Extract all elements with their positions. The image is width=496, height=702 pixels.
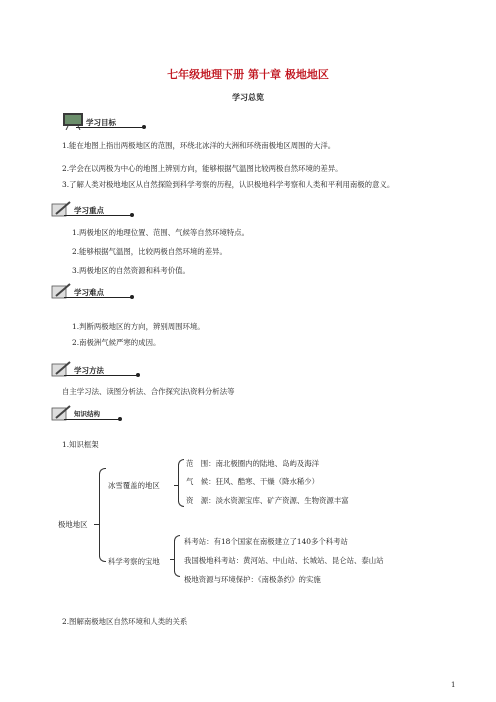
branch-ice-covered: 冰雪覆盖的地区 bbox=[108, 481, 160, 490]
goal-item: 2.学会在以两极为中心的地图上辨别方向，能够根据气温图比较两极自然环境的差异。 bbox=[62, 164, 343, 173]
branch1-item: 资 源：淡水资源宝库、矿产资源、生物资源丰富 bbox=[186, 496, 349, 505]
section-header-goals bbox=[62, 112, 152, 130]
section-label-structure: 知识结构 bbox=[74, 410, 100, 418]
key-point-item: 3.两极地区的自然资源和科考价值。 bbox=[72, 266, 190, 275]
branch2-item: 我国极地科考站：黄河站、中山站、长城站、昆仑站、泰山站 bbox=[184, 556, 384, 565]
framework-title: 1.知识框架 bbox=[62, 440, 99, 449]
branch1-item: 气 候：狂风、酷寒、干燥（降水稀少） bbox=[186, 477, 320, 486]
branch2-item: 极地资源与环境保护：《南极条约》的实施 bbox=[184, 575, 321, 584]
goal-item: 1.能在地图上指出两极地区的范围，环绕北冰洋的大洲和环绕南极地区周围的大洋。 bbox=[62, 141, 336, 150]
key-point-item: 1.两极地区的地理位置、范围、气候等自然环境特点。 bbox=[72, 228, 250, 237]
document-title: 七年级地理下册 第十章 极地地区 bbox=[167, 68, 329, 81]
goal-item: 3.了解人类对极地地区从自然探险到科学考察的历程，认识极地科学考察和人类和平利用南极的意义。 bbox=[62, 180, 395, 189]
section-label-goals: 学习目标 bbox=[86, 118, 116, 127]
branch-science-survey: 科学考察的宝地 bbox=[108, 557, 160, 566]
section-header-methods bbox=[50, 360, 150, 378]
section-header-structure bbox=[50, 404, 140, 422]
section-header-key-points bbox=[50, 200, 140, 218]
tree-root: 极地地区 bbox=[58, 520, 88, 529]
branch2-item: 科考站：有18个国家在南极建立了140多个科考站 bbox=[184, 537, 348, 546]
framework-item-2: 2.图解南极地区自然环境和人类的关系 bbox=[62, 617, 188, 626]
section-label-key-points: 学习重点 bbox=[74, 206, 104, 215]
methods-text: 自主学习法、读图分析法、合作探究法\资料分析法等 bbox=[62, 387, 235, 396]
difficulty-item: 2.南极洲气候严寒的成因。 bbox=[72, 338, 161, 347]
difficulty-item: 1.判断两极地区的方向，辨别周围环境。 bbox=[72, 322, 205, 331]
branch1-item: 范 围：南北极圈内的陆地、岛屿及海洋 bbox=[186, 459, 320, 468]
key-point-item: 2.能够根据气温图，比较两极自然环境的差异。 bbox=[72, 247, 227, 256]
page-number: 1 bbox=[451, 681, 456, 689]
document-subtitle: 学习总览 bbox=[232, 93, 264, 102]
section-label-difficulties: 学习难点 bbox=[74, 288, 104, 297]
section-header-difficulties bbox=[50, 282, 140, 300]
section-label-methods: 学习方法 bbox=[74, 366, 104, 375]
